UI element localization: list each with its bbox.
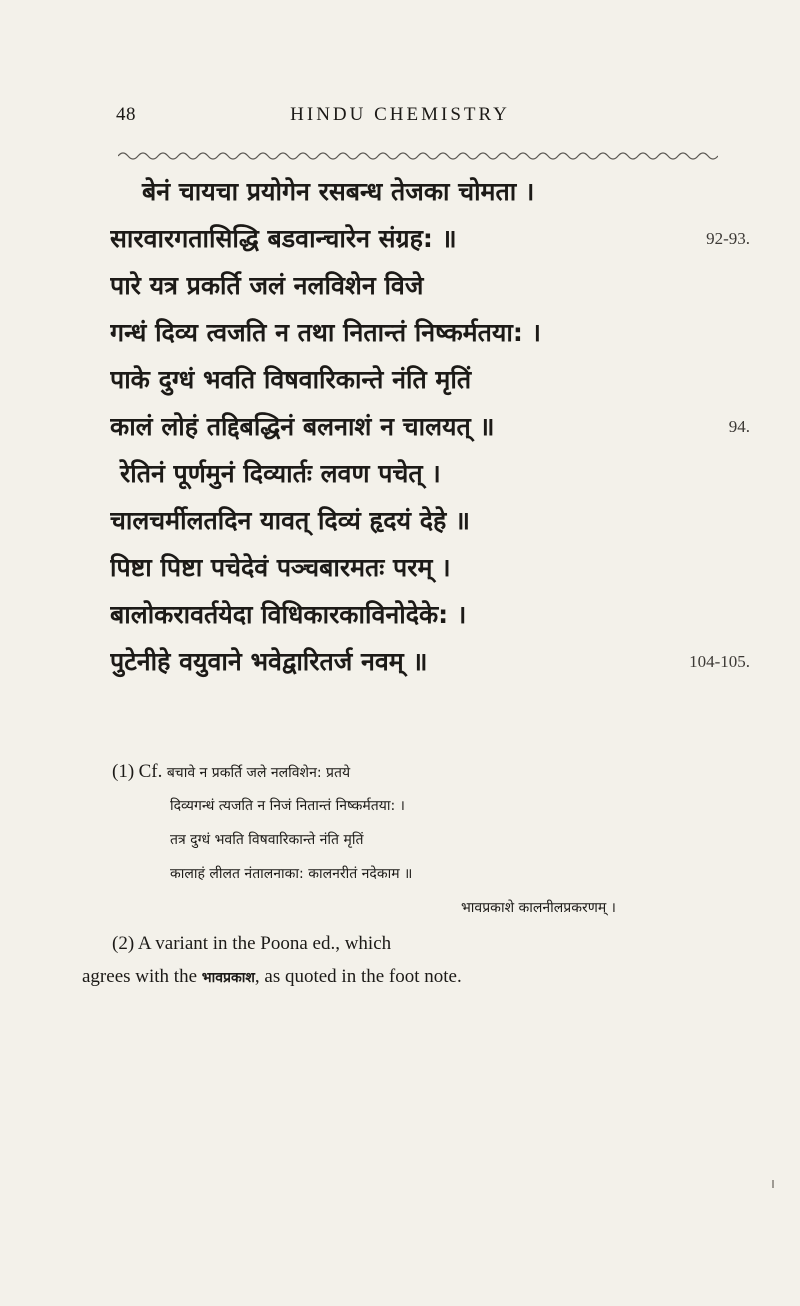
footnote-text: बचावे न प्रकर्ति जले नलविशेन: प्रतये [166, 765, 351, 781]
verse-line [110, 544, 750, 591]
footnote-marker: (1) [112, 761, 135, 782]
verse-text: बेनं चायचा प्रयोगेन रसबन्ध तेजका चोमता । [142, 177, 535, 206]
footnote-marker: (2) [112, 933, 135, 954]
verse-line [110, 356, 750, 403]
footnote-2 [82, 927, 712, 995]
footnote-1-line [112, 755, 712, 789]
verse-text: कालं लोहं तद्दिबद्धिनं बलनाशं न चालयत् ॥ [110, 412, 495, 441]
footnote-text: agrees with the [82, 966, 198, 987]
running-head [0, 92, 800, 132]
verse-line [110, 497, 750, 544]
footnote-text: दिव्यगन्धं त्यजति न निजं नितान्तं निष्कर्मतया: । [170, 798, 405, 814]
verse-text: बालोकरावर्तयेदा विधिकारकाविनोदेके: । [110, 600, 467, 629]
verse-block [110, 168, 750, 685]
footnote-1-line [112, 823, 712, 857]
verse-line [110, 638, 750, 685]
footnote-text: A variant in the Poona ed., which [137, 933, 392, 954]
verse-line [110, 168, 750, 215]
footnotes [82, 755, 712, 995]
footnote-2-line [82, 960, 712, 995]
verse-line [110, 591, 750, 638]
verse-text: सारवारगतासिद्धि बडवान्चारेन संग्रह: ॥ [110, 224, 457, 253]
verse-reference: 92-93. [698, 215, 750, 262]
footnote-2-line [112, 927, 712, 960]
footnote-text: भावप्रकाशे कालनीलप्रकरणम् । [460, 900, 616, 916]
footnote-text: , as quoted in the foot note. [254, 966, 462, 987]
verse-line [110, 403, 750, 450]
verse-text: रेतिनं पूर्णमुनं दिव्यार्तः लवण पचेत् । [120, 459, 441, 488]
verse-line [110, 262, 750, 309]
page-number: 48 [116, 104, 136, 125]
footnote-text: तत्र दुग्धं भवति विषवारिकान्ते नंति मृतिं [170, 832, 364, 848]
footnote-cf: Cf. [138, 761, 163, 782]
verse-text: पारे यत्र प्रकर्ति जलं नलविशेन विजे [110, 271, 424, 300]
verse-line [110, 450, 750, 497]
wavy-rule [118, 150, 718, 162]
footnote-1-line [112, 789, 712, 823]
verse-line [110, 309, 750, 356]
verse-reference: 104-105. [681, 638, 750, 685]
paper-speck [772, 1180, 774, 1188]
verse-text: गन्धं दिव्य त्वजति न तथा नितान्तं निष्कर्मतया: । [110, 318, 542, 347]
verse-text: पुटेनीहे वयुवाने भवेद्वारितर्ज नवम् ॥ [110, 647, 428, 676]
footnote-1-line [112, 891, 712, 925]
verse-text: चालचर्मीलतदिन यावत् दिव्यं हृदयं देहे ॥ [110, 506, 470, 535]
footnote-text: कालाहं लीलत नंतालनाका: कालनरीतं नदेकाम ॥ [170, 866, 413, 882]
footnote-devanagari-term: भावप्रकाश [201, 970, 255, 986]
footnote-1-line [112, 857, 712, 891]
verse-reference: 94. [721, 403, 750, 450]
verse-text: पिष्टा पिष्टा पचेदेवं पञ्चबारमतः परम् । [110, 553, 451, 582]
verse-text: पाके दुग्धं भवति विषवारिकान्ते नंति मृतिं [110, 365, 472, 394]
verse-line [110, 215, 750, 262]
running-title: HINDU CHEMISTRY [290, 104, 510, 125]
